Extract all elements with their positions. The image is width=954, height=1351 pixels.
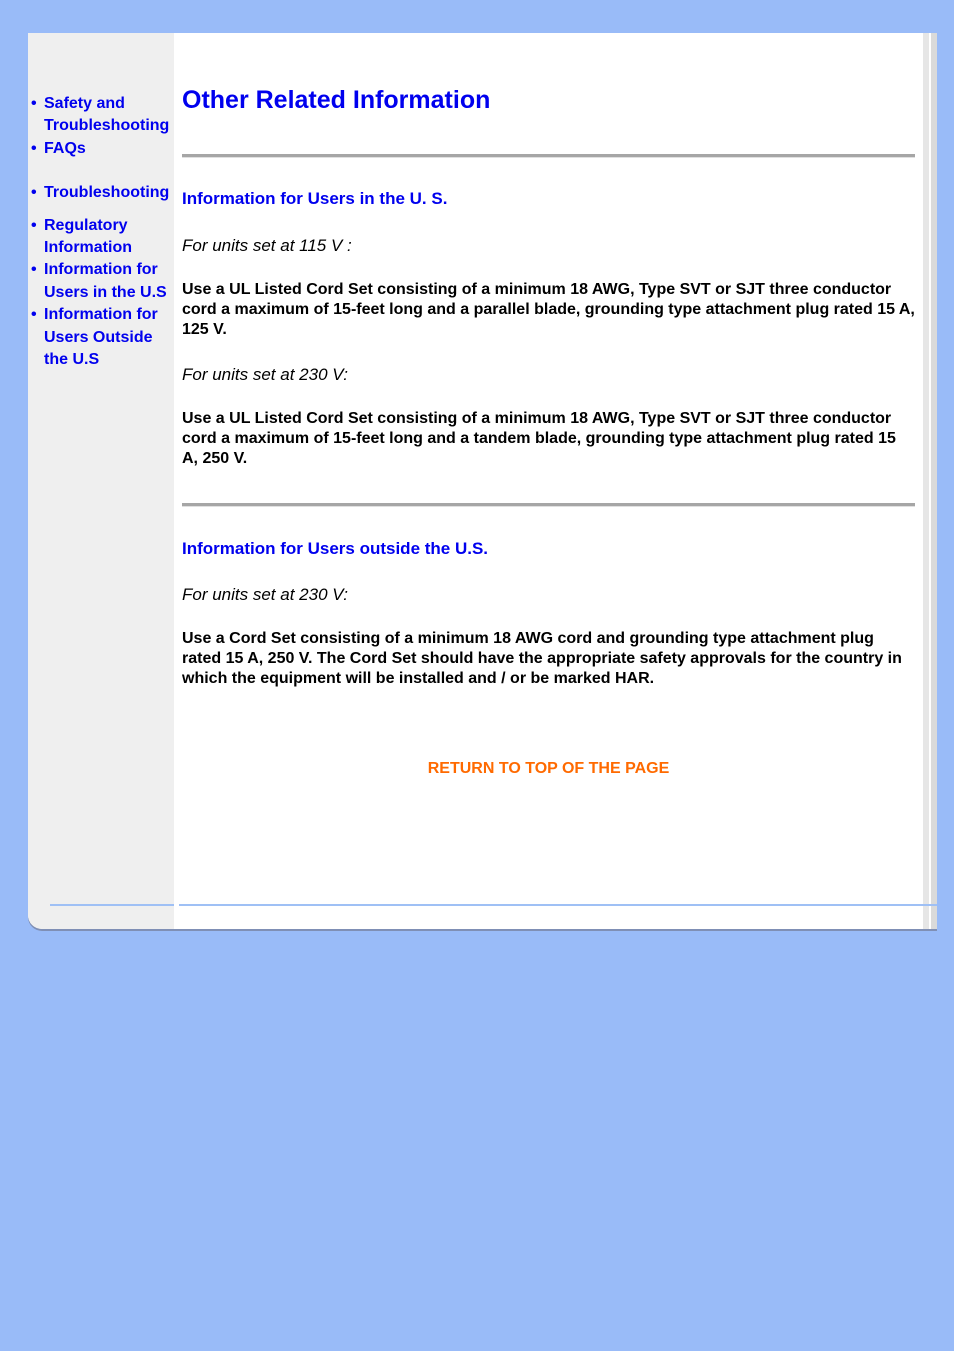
- bullet-icon: •: [31, 216, 37, 234]
- bullet-icon: •: [31, 139, 37, 157]
- page-title: Other Related Information: [182, 86, 491, 114]
- sidebar-nav: [31, 93, 173, 371]
- sidebar-link-troubleshooting[interactable]: Troubleshooting: [44, 184, 170, 202]
- bullet-icon: •: [31, 184, 37, 202]
- bullet-icon: •: [31, 261, 37, 279]
- return-to-top-link[interactable]: RETURN TO TOP OF THE PAGE: [427, 760, 670, 777]
- section-heading-outside: Information for Users outside the U.S.: [182, 539, 489, 558]
- sidebar-item-users-us[interactable]: [31, 259, 173, 304]
- right-edge-bar: [923, 33, 929, 929]
- section-heading-us: Information for Users in the U. S.: [182, 189, 448, 208]
- sidebar-link-safety-troubleshooting[interactable]: Safety and Troubleshooting: [44, 95, 170, 135]
- cord-set-115-text: Use a UL Listed Cord Set consisting of a minimum 18 AWG, Type SVT or SJT three conductor cord a maximum of 15-feet long and a parallel blade, grounding type attachment plug rated 15 A, 125 V.: [182, 281, 915, 338]
- units-230-label-us: For units set at 230 V:: [182, 365, 348, 384]
- sidebar-item-troubleshooting[interactable]: [31, 182, 173, 204]
- cord-set-230-outside-text: Use a Cord Set consisting of a minimum 18 AWG cord and grounding type attachment plug rated 15 A, 250 V. The Cord Set should have the appropriate safety approvals for the country in which the equipment will be installed and / or be marked HAR.: [182, 630, 902, 687]
- sidebar-link-regulatory[interactable]: Regulatory Information: [44, 216, 132, 257]
- cord-set-230-us-text: Use a UL Listed Cord Set consisting of a minimum 18 AWG, Type SVT or SJT three conductor cord a maximum of 15-feet long and a tandem blade, grounding type attachment plug rated 15 A, 250 V.: [182, 410, 896, 467]
- sidebar-link-users-outside[interactable]: Information for Users Outside the U.S: [44, 306, 158, 369]
- units-230-label-outside: For units set at 230 V:: [182, 585, 348, 604]
- page-frame: [28, 33, 937, 929]
- sidebar-link-users-us[interactable]: Information for Users in the U.S: [44, 261, 167, 301]
- sidebar-item-users-outside[interactable]: [31, 304, 173, 371]
- sidebar-item-regulatory[interactable]: [31, 215, 173, 260]
- footer-divider: [50, 904, 937, 906]
- divider-top: [182, 154, 915, 158]
- sidebar-item-safety-troubleshooting[interactable]: [31, 93, 173, 138]
- divider-middle: [182, 503, 915, 507]
- sidebar-link-faqs[interactable]: FAQs: [44, 139, 86, 157]
- sidebar-item-faqs[interactable]: [31, 138, 173, 160]
- bullet-icon: •: [31, 306, 37, 324]
- units-115-label: For units set at 115 V :: [182, 236, 352, 255]
- right-edge-bar-outer: [931, 33, 937, 929]
- bullet-icon: •: [31, 95, 37, 112]
